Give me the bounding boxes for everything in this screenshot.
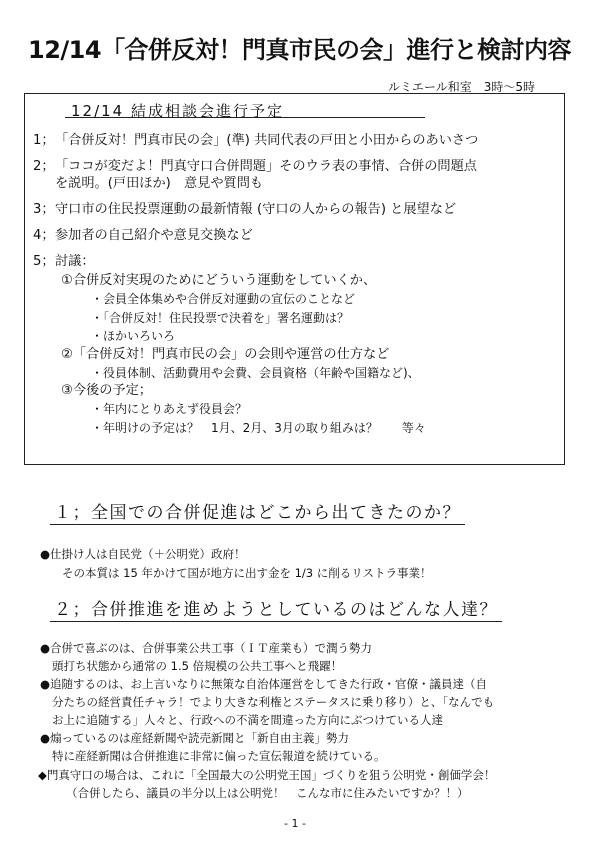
page-title: 12/14「合併反対！門真市民の会」進行と検討内容	[28, 36, 572, 64]
agenda-item-1	[33, 132, 554, 149]
agenda-item-number: 5；	[33, 254, 55, 269]
agenda-item-number: 2；	[33, 159, 55, 174]
agenda-item-text: 守口市の住民投票運動の最新情報 (守口の人からの報告) と展望など	[55, 202, 457, 217]
section-2-line: ●煽っているのは産経新聞や読売新聞と「新自由主義」勢力	[40, 731, 350, 745]
agenda-item-3	[33, 201, 554, 218]
section-2-line: 分たちの経営責任チャラ！でより大きな利権とステータスに乗り移り）と、「なんでも	[52, 695, 495, 709]
discussion-topic-2: ②「合併反対！門真市民の会」の会則や運営の仕方など	[61, 346, 390, 362]
agenda-item-text: 「ココが変だよ！門真守口合併問題」そのウラ表の事情、合併の問題点	[55, 159, 477, 174]
discussion-topic-1: ①合併反対実現のためにどういう運動をしていくか、	[61, 273, 377, 288]
meeting-place-time: ルミエール和室 3時～5時	[388, 80, 536, 94]
section-2-line: ●合併で喜ぶのは、合併事業公共工事（ＩＴ産業も）で潤う勢力	[40, 641, 373, 655]
agenda-item-2	[33, 158, 554, 192]
section-2-line: 特に産経新聞は合併推進に非常に偏った宣伝報道を続けている。	[52, 749, 386, 763]
agenda-item-number: 1；	[33, 133, 55, 148]
page-number: - 1 -	[284, 817, 306, 830]
agenda-item-text: 討議：	[55, 254, 95, 269]
agenda-item-text-continued: を説明。(戸田ほか) 意見や質問も	[55, 176, 264, 191]
agenda-heading: 12/14 結成相談会進行予定	[65, 100, 425, 118]
agenda-box	[24, 93, 565, 465]
discussion-bullet: ・年明けの予定は？ 1月、2月、3月の取り組みは？ 等々	[91, 420, 426, 435]
agenda-body	[33, 132, 554, 437]
section-2-line: お上に追随する」人々と、行政への不満を間違った方向にぶつけている人達	[52, 713, 443, 727]
discussion-bullet: ・「合併反対！住民投票で決着を」署名運動は？	[91, 310, 350, 325]
section-1-heading: １；全国での合併促進はどこから出てきたのか？	[50, 498, 465, 525]
agenda-item-text: 「合併反対！門真市民の会」(準) 共同代表の戸田と小田からのあいさつ	[55, 133, 479, 148]
agenda-item-4	[33, 227, 554, 244]
section-2-line: 頭打ち状態から通常の 1.5 倍規模の公共工事へと飛躍！	[52, 659, 343, 673]
section-2-heading: ２；合併推進を進めようとしているのはどんな人達？	[50, 595, 502, 622]
section-1-line: その本質は 15 年かけて国が地方に出す金を 1/3 に削るリストラ事業！	[62, 566, 432, 580]
agenda-item-5	[33, 253, 554, 270]
discussion-bullet: ・ほかいろいろ	[91, 329, 176, 343]
section-2-line: ●追随するのは、お上言いなりに無策な自治体運営をしてきた行政・官僚・議員達（自	[40, 677, 488, 691]
discussion-bullet: ・役員体制、活動費用や会費、会員資格（年齢や国籍など)、	[91, 365, 420, 380]
discussion-topic-3: ③今後の予定；	[61, 383, 152, 398]
agenda-item-number: 3；	[33, 202, 55, 217]
section-2-line: ◆門真守口の場合は、これに「全国最大の公明党王国」づくりを狙う公明党・創価学会！	[38, 768, 496, 782]
agenda-item-number: 4；	[33, 228, 55, 243]
discussion-bullet: ・会員全体集めや合併反対運動の宣伝のことなど	[91, 292, 356, 306]
section-2-line: （合併したら、議員の半分以上は公明党！ こんな市に住みたいですか？！）	[66, 786, 469, 800]
section-1-line: ●仕掛け人は自民党（＋公明党）政府！	[40, 547, 246, 561]
agenda-item-text: 参加者の自己紹介や意見交換など	[55, 228, 253, 243]
discussion-bullet: ・年内にとりあえず役員会？	[91, 402, 248, 416]
